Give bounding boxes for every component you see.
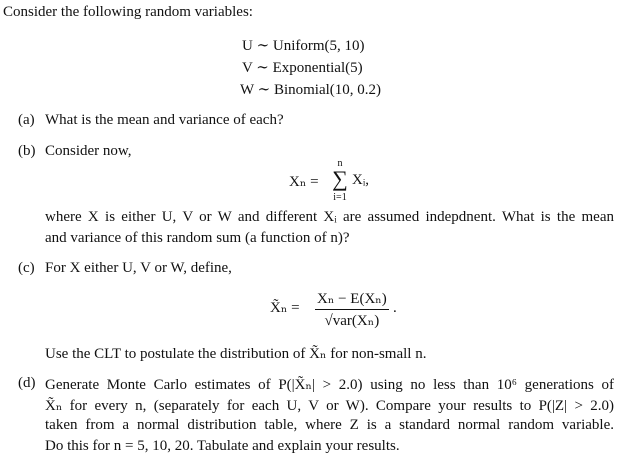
variable-v: V ∼ Exponential(5) <box>242 60 363 76</box>
sigma-symbol: ∑ <box>332 166 348 191</box>
part-b-label: (b) <box>18 143 36 159</box>
part-d-label: (d) <box>18 375 36 391</box>
part-d-line-2: X̃ₙ for every n, (separately for each U, V or W). Compare your results to P(|Z| > 2.0) <box>45 398 614 414</box>
part-a-text: What is the mean and variance of each? <box>45 112 284 128</box>
part-d-line-1: Generate Monte Carlo estimates of P(|X̃ₙ| > 2.0) using no less than 10⁶ generations of <box>45 377 614 393</box>
part-c-after: Use the CLT to postulate the distribution of X̃ₙ for non-small n. <box>45 346 427 362</box>
part-a-label: (a) <box>18 112 35 128</box>
variable-w: W ∼ Binomial(10, 0.2) <box>240 82 382 98</box>
fraction <box>315 289 389 330</box>
formula-period: . <box>393 300 397 316</box>
sum-lower-limit: i=1 <box>333 192 347 203</box>
intro-text: Consider the following random variables: <box>3 4 253 20</box>
part-b-line-2: and variance of this random sum (a function of n)? <box>45 230 350 246</box>
numerator: Xₙ − E(Xₙ) <box>315 289 389 310</box>
variable-u: U ∼ Uniform(5, 10) <box>242 38 365 54</box>
part-c-label: (c) <box>18 260 35 276</box>
formula-lhs: X̃ₙ = <box>270 300 300 316</box>
part-b-text: Consider now, <box>45 143 132 159</box>
sum-term: Xᵢ, <box>352 172 370 188</box>
denominator: √var(Xₙ) <box>324 313 380 329</box>
part-b-line-1: where X is either U, V or W and different Xᵢ are assumed indepdnent. What is the mean <box>45 209 614 225</box>
part-d-line-3: taken from a normal distribution table, where Z is a standard normal random variable. <box>45 417 614 433</box>
sum-lhs: Xₙ = <box>289 174 319 190</box>
sum-upper-limit: n <box>337 158 343 169</box>
part-d-line-4: Do this for n = 5, 10, 20. Tabulate and explain your results. <box>45 438 400 454</box>
part-c-text: For X either U, V or W, define, <box>45 260 232 276</box>
